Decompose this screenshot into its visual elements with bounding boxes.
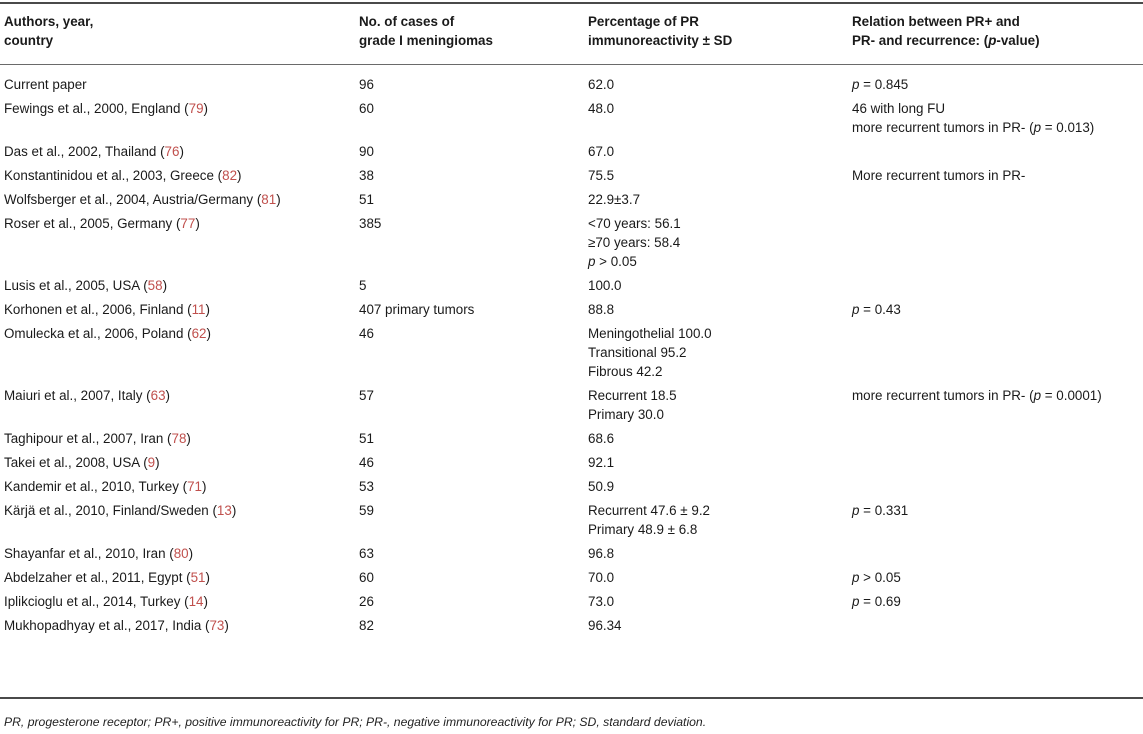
cell-author: Takei et al., 2008, USA (9) xyxy=(4,455,160,470)
cell-cases: 51 xyxy=(359,192,374,207)
header-relation-line2: PR- and recurrence: (p-value) xyxy=(852,33,1040,48)
table-row xyxy=(0,190,1143,214)
cell-cases: 60 xyxy=(359,570,374,585)
percentage-line: 96.34 xyxy=(588,618,622,633)
cell-cases: 38 xyxy=(359,168,374,183)
cell-cases: 96 xyxy=(359,77,374,92)
cell-percentage xyxy=(588,99,614,118)
cell-percentage xyxy=(588,453,614,472)
reference-link[interactable]: 76 xyxy=(164,144,180,159)
cell-cases: 63 xyxy=(359,546,374,561)
cell-author: Kandemir et al., 2010, Turkey (71) xyxy=(4,479,207,494)
table-row xyxy=(0,616,1143,640)
percentage-line: 96.8 xyxy=(588,546,615,561)
cell-percentage xyxy=(588,142,614,161)
cell-cases: 5 xyxy=(359,278,367,293)
relation-line: p = 0.331 xyxy=(852,503,909,518)
cell-percentage xyxy=(588,616,622,635)
percentage-line: 50.9 xyxy=(588,479,615,494)
reference-link[interactable]: 11 xyxy=(191,302,206,317)
cell-cases: 53 xyxy=(359,479,374,494)
relation-line: more recurrent tumors in PR- (p = 0.013) xyxy=(852,120,1095,135)
cell-cases: 407 primary tumors xyxy=(359,302,475,317)
cell-percentage xyxy=(588,477,614,496)
table-body xyxy=(0,75,1143,640)
cell-percentage xyxy=(588,190,640,209)
author-text: Takei et al., 2008, USA xyxy=(4,455,140,470)
cell-percentage xyxy=(588,300,614,319)
cell-cases: 51 xyxy=(359,431,374,446)
author-text: Kandemir et al., 2010, Turkey xyxy=(4,479,179,494)
table-row xyxy=(0,544,1143,568)
cell-cases: 46 xyxy=(359,326,374,341)
reference-link[interactable]: 63 xyxy=(150,388,166,403)
percentage-line: 62.0 xyxy=(588,77,615,92)
author-text: Omulecka et al., 2006, Poland xyxy=(4,326,184,341)
percentage-line: 75.5 xyxy=(588,168,615,183)
percentage-line: Recurrent 18.5 xyxy=(588,388,677,403)
cell-relation xyxy=(852,166,1025,185)
cell-percentage xyxy=(588,544,614,563)
cell-cases: 385 xyxy=(359,216,382,231)
percentage-line: 22.9±3.7 xyxy=(588,192,641,207)
cell-author: Omulecka et al., 2006, Poland (62) xyxy=(4,326,211,341)
percentage-line: Recurrent 47.6 ± 9.2 xyxy=(588,503,710,518)
cell-percentage xyxy=(588,324,712,381)
table-footnote: PR, progesterone receptor; PR+, positive immunoreactivity for PR; PR-, negative immunoreactivity for PR; SD, standard deviation. xyxy=(4,715,707,729)
percentage-line: Fibrous 42.2 xyxy=(588,364,663,379)
percentage-line: 88.8 xyxy=(588,302,615,317)
table-row xyxy=(0,75,1143,99)
cell-cases: 59 xyxy=(359,503,374,518)
cell-percentage xyxy=(588,166,614,185)
cell-author: Roser et al., 2005, Germany (77) xyxy=(4,216,200,231)
cell-author: Abdelzaher et al., 2011, Egypt (51) xyxy=(4,570,210,585)
author-text: Korhonen et al., 2006, Finland xyxy=(4,302,184,317)
table-row xyxy=(0,592,1143,616)
cell-author: Das et al., 2002, Thailand (76) xyxy=(4,144,184,159)
cell-percentage xyxy=(588,386,677,424)
reference-link[interactable]: 51 xyxy=(190,570,206,585)
reference-link[interactable]: 71 xyxy=(187,479,203,494)
header-percentage: Percentage of PR immunoreactivity ± SD xyxy=(588,14,733,48)
header-authors: Authors, year, country xyxy=(4,14,94,48)
reference-link[interactable]: 81 xyxy=(261,192,277,207)
cell-relation xyxy=(852,300,901,319)
cell-percentage xyxy=(588,214,681,271)
table-row xyxy=(0,99,1143,142)
table-bottom-rule xyxy=(0,697,1143,699)
table-row xyxy=(0,453,1143,477)
relation-line: p > 0.05 xyxy=(852,570,901,585)
cell-author: Shayanfar et al., 2010, Iran (80) xyxy=(4,546,194,561)
cell-cases: 57 xyxy=(359,388,374,403)
table-row xyxy=(0,300,1143,324)
cell-author: Lusis et al., 2005, USA (58) xyxy=(4,278,168,293)
reference-link[interactable]: 78 xyxy=(171,431,187,446)
author-text: Wolfsberger et al., 2004, Austria/Germany xyxy=(4,192,254,207)
reference-link[interactable]: 13 xyxy=(216,503,232,518)
percentage-line: 70.0 xyxy=(588,570,615,585)
percentage-line: 100.0 xyxy=(588,278,622,293)
author-text: Maiuri et al., 2007, Italy xyxy=(4,388,143,403)
relation-line: p = 0.43 xyxy=(852,302,901,317)
cell-author: Iplikcioglu et al., 2014, Turkey (14) xyxy=(4,594,208,609)
table-row xyxy=(0,324,1143,386)
reference-link[interactable]: 82 xyxy=(222,168,238,183)
author-text: Kärjä et al., 2010, Finland/Sweden xyxy=(4,503,209,518)
cell-percentage xyxy=(588,429,614,448)
percentage-line: 67.0 xyxy=(588,144,615,159)
author-text: Roser et al., 2005, Germany xyxy=(4,216,173,231)
cell-author: Korhonen et al., 2006, Finland (11) xyxy=(4,302,210,317)
relation-line: p = 0.69 xyxy=(852,594,901,609)
table-row xyxy=(0,568,1143,592)
cell-relation xyxy=(852,592,901,611)
author-text: Current paper xyxy=(4,77,87,92)
table-row xyxy=(0,501,1143,544)
percentage-line: ≥70 years: 58.4 xyxy=(588,235,681,250)
relation-line: 46 with long FU xyxy=(852,101,946,116)
percentage-line: Primary 30.0 xyxy=(588,407,664,422)
percentage-line: <70 years: 56.1 xyxy=(588,216,681,231)
table-row xyxy=(0,386,1143,429)
cell-author: Maiuri et al., 2007, Italy (63) xyxy=(4,388,171,403)
relation-line: more recurrent tumors in PR- (p = 0.0001) xyxy=(852,388,1102,403)
cell-cases: 90 xyxy=(359,144,374,159)
relation-line: p = 0.845 xyxy=(852,77,909,92)
cell-percentage xyxy=(588,75,614,94)
table-row xyxy=(0,214,1143,276)
cell-author: Kärjä et al., 2010, Finland/Sweden (13) xyxy=(4,503,237,518)
percentage-line: 48.0 xyxy=(588,101,615,116)
cell-author xyxy=(4,75,87,94)
cell-relation xyxy=(852,99,1094,137)
table-row xyxy=(0,477,1143,501)
author-text: Das et al., 2002, Thailand xyxy=(4,144,157,159)
author-text: Mukhopadhyay et al., 2017, India xyxy=(4,618,202,633)
author-text: Lusis et al., 2005, USA xyxy=(4,278,140,293)
percentage-line: 68.6 xyxy=(588,431,615,446)
percentage-line: 73.0 xyxy=(588,594,615,609)
percentage-line: p > 0.05 xyxy=(588,254,637,269)
author-text: Fewings et al., 2000, England xyxy=(4,101,181,116)
cell-author: Taghipour et al., 2007, Iran (78) xyxy=(4,431,191,446)
table-row xyxy=(0,142,1143,166)
reference-link[interactable]: 58 xyxy=(147,278,163,293)
percentage-line: Primary 48.9 ± 6.8 xyxy=(588,522,698,537)
percentage-line: Transitional 95.2 xyxy=(588,345,687,360)
header-cases: No. of cases of grade I meningiomas xyxy=(359,14,493,48)
percentage-line: 92.1 xyxy=(588,455,615,470)
table-row xyxy=(0,429,1143,453)
author-text: Konstantinidou et al., 2003, Greece xyxy=(4,168,214,183)
header-rule xyxy=(0,64,1143,65)
author-text: Iplikcioglu et al., 2014, Turkey xyxy=(4,594,181,609)
table-row xyxy=(0,276,1143,300)
cell-percentage xyxy=(588,568,614,587)
relation-line: More recurrent tumors in PR- xyxy=(852,168,1026,183)
header-relation: Relation between PR+ and PR- and recurrence: (p-value) xyxy=(852,14,1040,48)
reference-link[interactable]: 77 xyxy=(180,216,196,231)
cell-percentage xyxy=(588,276,622,295)
cell-relation xyxy=(852,75,908,94)
cell-author: Wolfsberger et al., 2004, Austria/Germany (81) xyxy=(4,192,281,207)
author-text: Taghipour et al., 2007, Iran xyxy=(4,431,164,446)
reference-link[interactable]: 62 xyxy=(191,326,207,341)
cell-cases: 26 xyxy=(359,594,374,609)
reference-link[interactable]: 9 xyxy=(147,455,156,470)
table-row xyxy=(0,166,1143,190)
cell-percentage xyxy=(588,501,710,539)
cell-relation xyxy=(852,568,901,587)
table-top-rule xyxy=(0,2,1143,4)
reference-link[interactable]: 79 xyxy=(188,101,204,116)
reference-link[interactable]: 73 xyxy=(209,618,225,633)
cell-relation xyxy=(852,501,908,520)
cell-cases: 46 xyxy=(359,455,374,470)
cell-relation xyxy=(852,386,1102,405)
percentage-line: Meningothelial 100.0 xyxy=(588,326,712,341)
cell-cases: 60 xyxy=(359,101,374,116)
cell-percentage xyxy=(588,592,614,611)
author-text: Shayanfar et al., 2010, Iran xyxy=(4,546,166,561)
cell-author: Fewings et al., 2000, England (79) xyxy=(4,101,208,116)
cell-author: Mukhopadhyay et al., 2017, India (73) xyxy=(4,618,229,633)
author-text: Abdelzaher et al., 2011, Egypt xyxy=(4,570,183,585)
cell-author: Konstantinidou et al., 2003, Greece (82) xyxy=(4,168,242,183)
reference-link[interactable]: 14 xyxy=(188,594,204,609)
reference-link[interactable]: 80 xyxy=(173,546,189,561)
cell-cases: 82 xyxy=(359,618,374,633)
